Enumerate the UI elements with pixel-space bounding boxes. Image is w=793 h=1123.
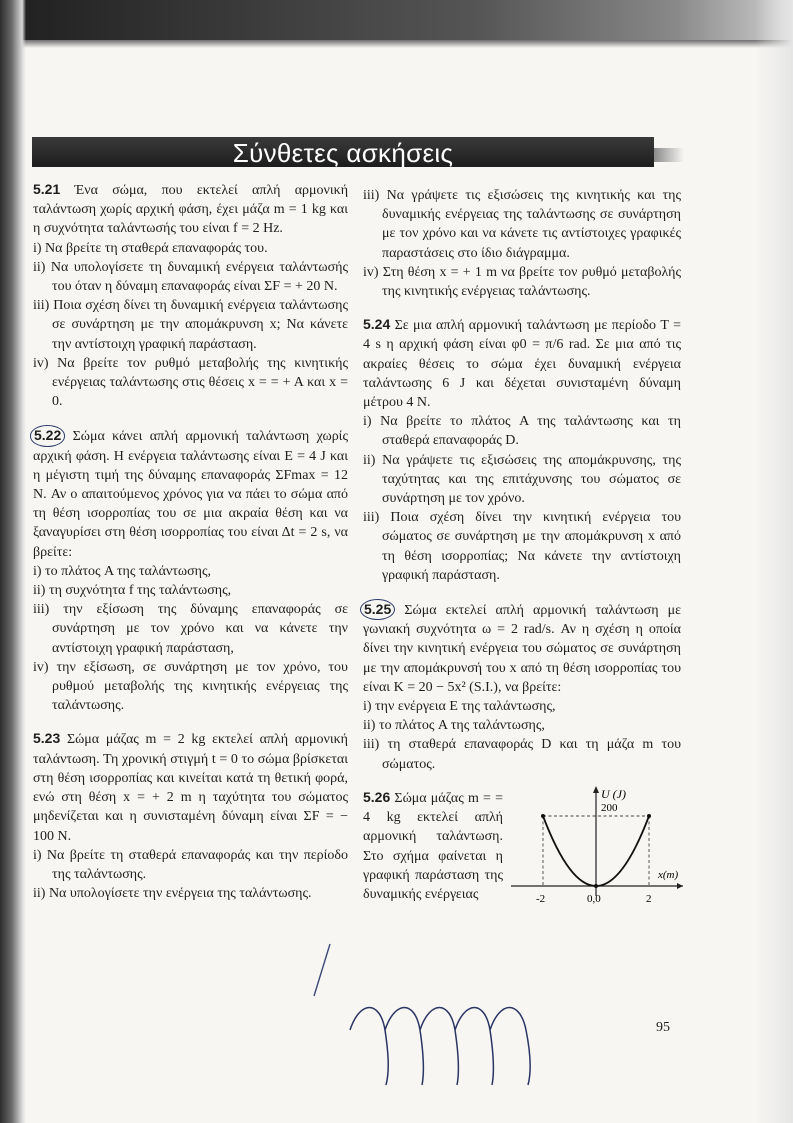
banner-fade xyxy=(654,148,684,162)
exercise-item: ii) Να γράψετε τις εξισώσεις της απομάκρυνσης, της ταχύτητας και της επιτάχυνσης του σώματος σε συνάρτηση με τον χρόνο. xyxy=(363,452,681,507)
exercise-5-25 xyxy=(363,599,681,774)
exercise-number-circled: 5.22 xyxy=(30,425,65,446)
section-banner xyxy=(32,137,654,167)
page-edge-shade xyxy=(755,0,793,1123)
right-column xyxy=(363,186,681,920)
exercise-item: iv) Να βρείτε τον ρυθμό μεταβολής της κινητικής ενέργειας ταλάντωσης στις θέσεις x = = + A και x = 0. xyxy=(33,355,348,410)
exercise-number: 5.23 xyxy=(33,730,61,747)
page-number: 95 xyxy=(656,1020,670,1035)
exercise-item: iii) τη σταθερά επαναφοράς D και τη μάζα m του σώματος. xyxy=(363,737,681,772)
scan-top-shadow xyxy=(0,0,793,40)
exercise-5-24 xyxy=(363,315,681,585)
pen-stroke xyxy=(300,940,340,1000)
exercise-item: ii) το πλάτος A της ταλάντωσης, xyxy=(363,718,545,734)
point-right-max xyxy=(647,814,651,818)
exercise-item: i) το πλάτος A της ταλάντωσης, xyxy=(33,563,212,579)
section-title: Σύνθετες ασκήσεις xyxy=(232,138,454,168)
exercise-item: iii) Να γράψετε τις εξισώσεις της κινητικής και της δυναμικής ενέργειας της ταλάντωσης σε συνάρτηση με τον χρόνο και να κάνετε τις αντίστοιχες γραφικές παραστάσεις στο ίδιο διάγραμμα. xyxy=(363,188,681,261)
handwritten-scribble xyxy=(340,990,600,1090)
exercise-number-circled: 5.25 xyxy=(360,599,395,620)
exercise-text xyxy=(363,788,503,904)
exercise-item: ii) τη συχνότητα f της ταλάντωσης, xyxy=(33,583,232,599)
exercise-item: i) Να βρείτε το πλάτος A της ταλάντωσης και τη σταθερά επαναφοράς D. xyxy=(363,414,681,449)
exercise-item: iii) Ποια σχέση δίνει την κινητική ενέργεια του σώματος σε συνάρτηση με την απομάκρυνση x από τη θέση ισορροπίας; Να κάνετε την αντίστοιχη γραφική παράσταση. xyxy=(363,510,681,583)
exercise-item: iii) την εξίσωση της δύναμης επαναφοράς σε συνάρτηση με τον χρόνο και να κάνετε την αντίστοιχη γραφική παράσταση, xyxy=(33,602,348,656)
y-axis-label: U (J) xyxy=(601,786,626,801)
exercise-item: iv) την εξίσωση, σε συνάρτηση με τον χρόνο, του ρυθμού μεταβολής της κινητικής ενέργειας της ταλάντωσης. xyxy=(33,659,348,714)
exercise-item: ii) Να υπολογίσετε την ενέργεια της ταλάντωσης. xyxy=(33,886,312,902)
exercise-intro: Σώμα εκτελεί απλή αρμονική ταλάντωση με γωνιακή συχνότητα ω = 2 rad/s. Αν η σχέση η οποία δίνει την κινητική ενέργεια του σώματος σε συνάρτηση με την απομάκρυνσή του x από τη θέση ισορροπίας του είναι K = 20 − 5x² (S.I.), να βρείτε: xyxy=(363,603,681,695)
exercise-item: iv) Στη θέση x = + 1 m να βρείτε τον ρυθμό μεταβολής της κινητικής ενέργειας ταλάντωσης. xyxy=(363,264,681,300)
x-tick-label: 2 xyxy=(646,892,652,905)
exercise-5-23-continued xyxy=(363,186,681,301)
exercise-item: i) Να βρείτε τη σταθερά επαναφοράς και την περίοδο της ταλάντωσης. xyxy=(33,847,348,882)
exercise-5-23 xyxy=(33,729,348,903)
exercise-number: 5.21 xyxy=(33,181,61,197)
x-axis-label: x(m) xyxy=(658,868,679,881)
potential-energy-graph xyxy=(503,778,689,918)
y-tick-label: 200 xyxy=(601,801,618,814)
exercise-5-21 xyxy=(33,180,348,411)
point-left-max xyxy=(541,814,545,818)
exercise-item: i) Να βρείτε τη σταθερά επαναφοράς του. xyxy=(33,240,268,256)
x-tick-label: 0,0 xyxy=(587,892,601,905)
exercise-item: iii) Ποια σχέση δίνει τη δυναμική ενέργεια ταλάντωσης σε συνάρτηση με την απομάκρυνση x; Να κάνετε την αντίστοιχη γραφική παράσταση. xyxy=(33,298,348,352)
exercise-item: i) την ενέργεια E της ταλάντωσης, xyxy=(363,699,556,715)
exercise-intro: Σώμα μάζας m = = 4 kg εκτελεί απλή αρμονική ταλάντωση. Στο σχήμα φαίνεται η γραφική παράσταση της δυναμικής ενέργειας xyxy=(363,790,503,902)
exercise-intro: Ένα σώμα, που εκτελεί απλή αρμονική ταλάντωση χωρίς αρχική φάση, έχει μάζα m = 1 kg και η συχνότητα ταλάντωσής του είναι f = 2 Hz. xyxy=(33,183,349,237)
exercise-5-22 xyxy=(33,425,348,715)
x-tick-label: -2 xyxy=(536,892,546,905)
exercise-number: 5.24 xyxy=(363,316,391,333)
point-origin xyxy=(594,884,598,888)
exercise-5-26 xyxy=(363,788,681,906)
exercise-item: ii) Να υπολογίσετε τη δυναμική ενέργεια ταλάντωσής του όταν η δύναμη επαναφοράς είναι ΣF = + 20 N. xyxy=(33,259,348,295)
exercise-number: 5.26 xyxy=(363,788,391,805)
exercise-intro: Σε μια απλή αρμονική ταλάντωση με περίοδο T = 4 s η αρχική φάση είναι φ0 = π/6 rad. Σε μια από τις ακραίες θέσεις το σώμα έχει δυναμική ενέργεια ταλάντωσης 6 J και δέχεται συνισταμένη δύναμη μέτρου 4 N. xyxy=(363,318,682,411)
x-axis-arrow xyxy=(677,883,683,889)
y-axis-arrow xyxy=(593,786,599,793)
book-spine-shadow xyxy=(0,0,26,1123)
exercise-intro: Σώμα μάζας m = 2 kg εκτελεί απλή αρμονική ταλάντωση. Τη χρονική στιγμή t = 0 το σώμα βρίσκεται στη θέση ισορροπίας και κινείται κατά τη θετική φορά, ενώ στη θέση x = + 2 m η ταχύτητα του σώματος μηδενίζεται και η συνισταμένη δύναμη είναι ΣF = − 100 N. xyxy=(33,732,348,844)
exercise-intro: Σώμα κάνει απλή αρμονική ταλάντωση χωρίς αρχική φάση. Η ενέργεια ταλάντωσης είναι E = 4 J και η μέγιστη τιμή της δύναμης επαναφοράς ΣFmax = 12 N. Αν ο απαιτούμενος χρόνος για να πάει το σώμα από τη θέση ισορροπίας του σε μια ακραία θέση και να ξαναγυρίσει στη θέση ισορροπίας του είναι Δt = 2 s, να βρείτε: xyxy=(33,429,348,560)
left-column xyxy=(33,180,348,917)
